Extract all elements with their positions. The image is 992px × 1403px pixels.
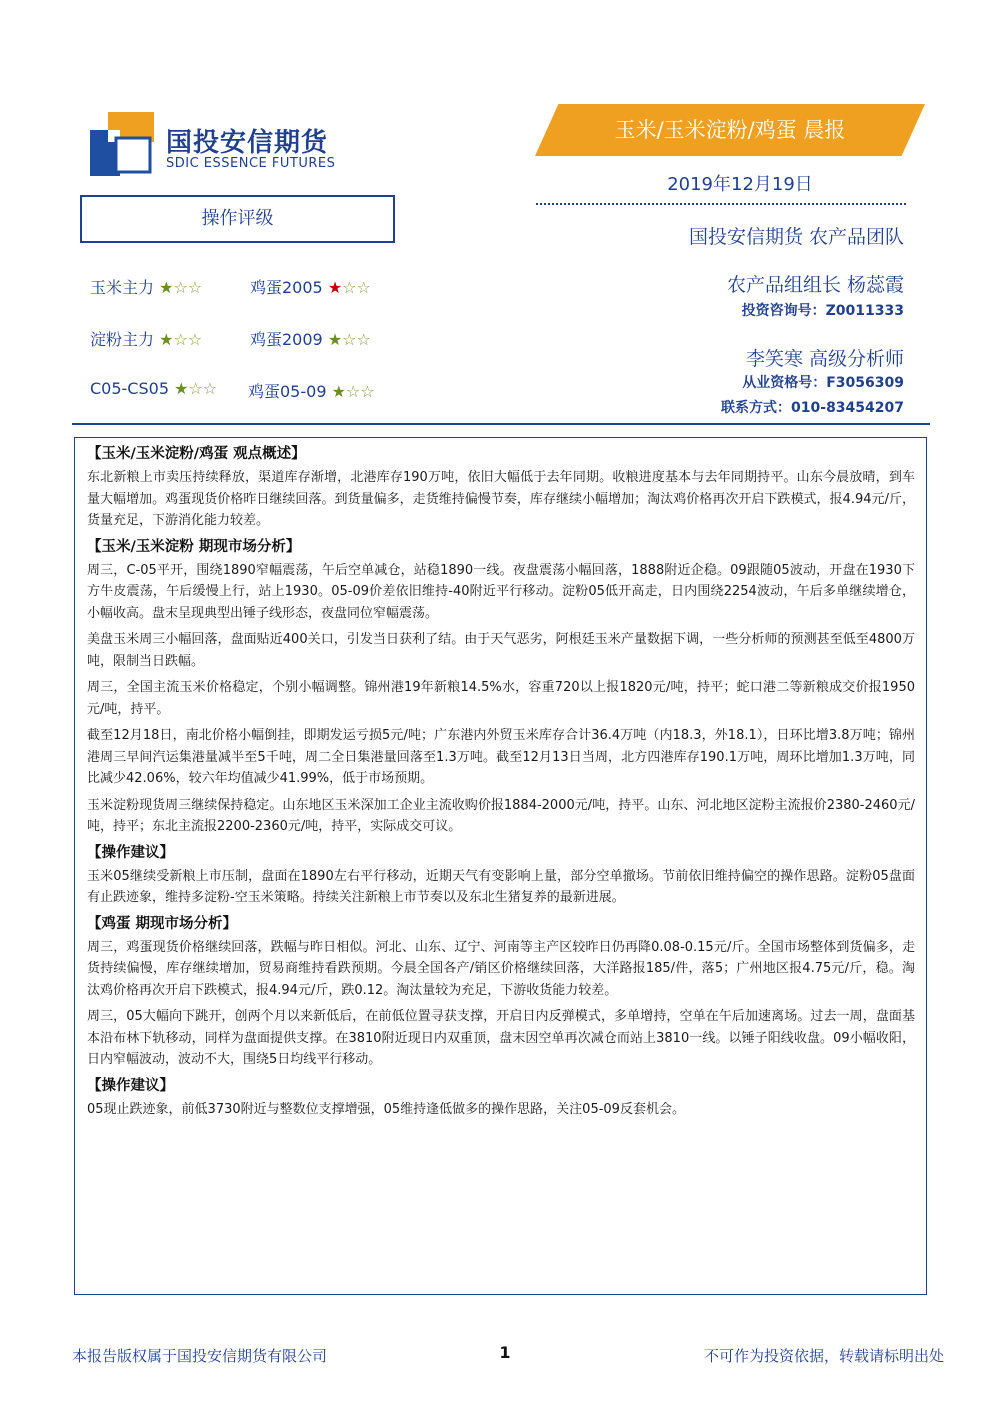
page-number: 1 [499,1343,511,1362]
star-empty-icon: ☆ [360,382,375,401]
section-heading: 【操作建议】 [87,844,174,861]
team-name: 国投安信期货 农产品团队 [688,226,904,248]
rating-title: 操作评级 [201,208,274,229]
paragraph: 东北新粮上市卖压持续释放，渠道库存渐增，北港库存190万吨，依旧大幅低于去年同期。收粮进度基本与去年同期持平。山东今晨放晴，到车量大幅增加。鸡蛋现货价格昨日继续回落。到货量偏多，走货维持偏慢节奏，库存继续小幅增加；淘汰鸡价格再次开启下跌模式，报4.94元/斤，货量充足，下游消化能力较差。 [87,470,915,528]
star-empty-icon: ☆ [173,278,188,297]
paragraph: 玉米淀粉现货周三继续保持稳定。山东地区玉米深加工企业主流收购价报1884-2000元/吨，持平。山东、河北地区淀粉主流报价2380-2460元/吨，持平；东北主流报2200-2360元/吨，持平，实际成交可议。 [87,797,915,834]
rating-item [90,275,202,298]
star-empty-icon: ☆ [342,278,357,297]
star-rating-icon [159,330,202,349]
section-heading: 【玉米/玉米淀粉 期现市场分析】 [87,538,301,555]
rating-title-box [80,195,395,243]
rating-label: 鸡蛋2009 [250,330,323,349]
section-heading: 【操作建议】 [87,1077,174,1094]
star-filled-icon: ★ [159,330,174,349]
rating-item [90,327,202,350]
section-heading: 【玉米/玉米淀粉/鸡蛋 观点概述】 [87,446,306,462]
star-filled-icon: ★ [327,330,343,349]
report-body [87,444,915,1125]
star-empty-icon: ☆ [202,379,218,398]
rating-label: 玉米主力 [90,278,155,297]
star-filled-icon: ★ [174,379,189,398]
analyst-1-license: 投资咨询号：Z0011333 [741,303,904,319]
star-filled-icon: ★ [331,382,346,401]
rating-item [90,379,217,398]
paragraph: 截至12月18日，南北价格小幅倒挂，即期发运亏损5元/吨；广东港内外贸玉米库存合计36.4万吨（内18.3，外18.1），日环比增3.8万吨；锦州港周三早间汽运集港量减半至5千吨，周二全日集港量回落至1.3万吨。截至12月13日当周，北方四港库存190.1万吨，周环比增加1.3万吨，同比减少42.06%，较六年均值减少41.99%，低于市场预期。 [87,728,915,786]
analyst-2-license: 从业资格号：F3056309 [742,375,904,391]
paragraph: 美盘玉米周三小幅回落，盘面贴近400关口，引发当日获利了结。由于天气恶劣，阿根廷玉米产量数据下调，一些分析师的预测甚至低至4800万吨，限制当日跌幅。 [87,632,915,669]
rating-item [250,327,371,350]
rating-label: 鸡蛋2005 [250,278,323,297]
star-rating-icon [174,379,217,398]
report-date: 2019年12月19日 [667,174,813,195]
star-empty-icon: ☆ [173,330,188,349]
paragraph: 周三，鸡蛋现货价格继续回落，跌幅与昨日相似。河北、山东、辽宁、河南等主产区较昨日仍再降0.08-0.15元/斤。全国市场整体到货偏多，走货持续偏慢，库存继续增加，贸易商维持看跌预期。今晨全国各产/销区价格继续回落，大洋路报185/件，落5；广州地区报4.75元/斤，稳。淘汰鸡价格再次开启下跌模式，报4.94元/斤，跌0.12。淘汰量较为充足，下游收货能力较差。 [87,939,915,998]
paragraph: 玉米05继续受新粮上市压制，盘面在1890左右平行移动，近期天气有变影响上量，部分空单撤场。节前依旧维持偏空的操作思路。淀粉05盘面有止跌迹象，维持多淀粉-空玉米策略。持续关注新粮上市节奏以及东北生猪复养的最新进展。 [87,868,915,905]
star-rating-icon [332,382,375,401]
paragraph: 周三，全国主流玉米价格稳定，个别小幅调整。锦州港19年新粮14.5%水，容重720以上报1820元/吨，持平；蛇口港二等新粮成交价报1950元/吨，持平。 [87,680,915,717]
footer-copyright: 本报告版权属于国投安信期货有限公司 [72,1347,328,1365]
logo-english-name: SDIC ESSENCE FUTURES [166,156,336,171]
paragraph: 05现止跌迹象，前低3730附近与整数位支撑增强，05维持逢低做多的操作思路，关注05-09反套机会。 [87,1101,685,1117]
analyst-1-name: 农产品组组长 杨蕊霞 [726,274,904,296]
footer-disclaimer: 不可作为投资依据，转载请标明出处 [703,1347,944,1365]
rating-item [250,275,371,298]
analyst-2-contact: 联系方式：010-83454207 [721,400,904,416]
rating-item [248,379,375,402]
star-rating-icon [328,330,371,349]
paragraph: 周三，C-05平开，围绕1890窄幅震荡，午后空单减仓，站稳1890一线。夜盘震荡小幅回落，1888附近企稳。09跟随05波动，开盘在1930下方牛皮震荡，午后缓慢上行，站上1930。05-09价差依旧维持-40附近平行移动。淀粉05低开高走，日内围绕2254波动，午后多单继续增仓，小幅收高。盘末呈现典型出锤子线形态，夜盘同位窄幅震荡。 [87,562,915,621]
rating-label: 鸡蛋05-09 [248,382,327,401]
star-empty-icon: ☆ [345,382,361,401]
divider [536,203,906,205]
star-empty-icon: ☆ [356,330,371,349]
company-logo-icon [90,112,154,176]
star-empty-icon: ☆ [187,278,203,297]
paragraph: 周三，05大幅向下跳开，创两个月以来新低后，在前低位置寻获支撑，开启日内反弹模式，多单增持，空单在午后加速离场。过去一周，盘面基本沿布林下轨移动，同样为盘面提供支撑。在3810附近现日内双重顶，盘末因空单再次减仓而站上3810一线。以锤子阳线收盘。09小幅收阳，日内窄幅波动，波动不大，围绕5日均线平行移动。 [87,1009,915,1067]
report-title: 玉米/玉米淀粉/鸡蛋 晨报 [614,118,846,142]
rating-label: 淀粉主力 [90,330,155,349]
analyst-2-name: 李笑寒 高级分析师 [745,348,904,370]
rating-label: C05-CS05 [90,379,169,398]
star-filled-icon: ★ [327,278,343,297]
star-rating-icon [328,278,371,297]
star-empty-icon: ☆ [342,330,357,349]
star-rating-icon [159,278,202,297]
star-empty-icon: ☆ [187,330,203,349]
star-empty-icon: ☆ [188,379,203,398]
star-filled-icon: ★ [159,278,174,297]
section-divider [72,423,930,425]
star-empty-icon: ☆ [356,278,371,297]
section-heading: 【鸡蛋 期现市场分析】 [87,915,238,932]
logo-chinese-name: 国投安信期货 [166,128,329,158]
